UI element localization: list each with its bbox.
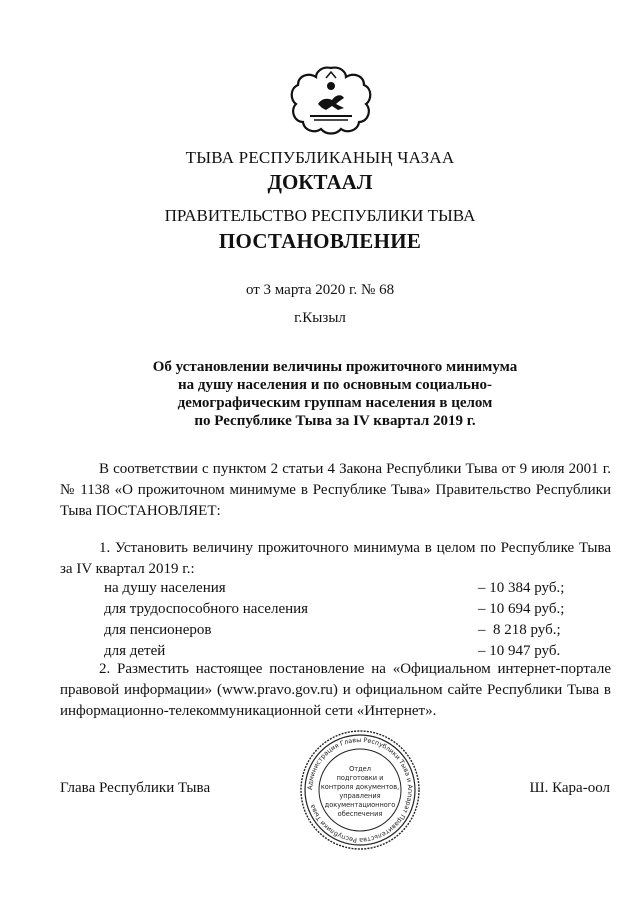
list-item-label: на душу населения: [104, 580, 226, 596]
preamble-paragraph: В соответствии с пунктом 2 статьи 4 Закона Республики Тыва от 9 июля 2001 г. № 1138 «О прожиточном минимуме в Республике Тыва» Правительство Республики Тыва ПОСТАНОВЛЯЕТ:: [60, 461, 611, 519]
official-stamp-icon: [298, 728, 422, 852]
list-item-value: – 10 947 руб.: [478, 643, 561, 659]
stamp-center-line: контроля документов,: [320, 783, 400, 791]
signatory-name: Ш. Кара-оол: [529, 780, 610, 796]
list-item-value: – 10 384 руб.;: [478, 580, 565, 596]
title-line: Об установлении величины прожиточного минимума: [152, 359, 518, 375]
signatory-position: Глава Республики Тывa: [60, 780, 211, 796]
stamp-center-line: документационного: [324, 801, 396, 809]
stamp-center-line: обеспечения: [337, 810, 383, 818]
header-government-ru: ПРАВИТЕЛЬСТВО РЕСПУБЛИКИ ТЫВА: [164, 206, 476, 225]
document-city: г.Кызыл: [294, 310, 346, 326]
header-doc-type-tyva: ДОКТААЛ: [267, 170, 373, 194]
list-item-label: для детей: [104, 643, 166, 659]
title-line: демографическим группам населения в целом: [177, 395, 493, 411]
list-item-label: для пенсионеров: [104, 622, 212, 638]
header-republic-tyva: ТЫВА РЕСПУБЛИКАНЫҢ ЧАЗАА: [185, 148, 455, 167]
title-line: по Республике Тыва за IV квартал 2019 г.: [194, 413, 476, 429]
item-2-paragraph: 2. Разместить настоящее постановление на «Официальном интернет-портале правовой информации» (www.pravo.gov.ru) и официальном сайте Республики Тыва в информационно-телекоммуникационной сети «Интернет».: [60, 661, 611, 719]
header-doc-type-ru: ПОСТАНОВЛЕНИЕ: [218, 229, 422, 253]
document-date-number: от 3 марта 2020 г. № 68: [245, 282, 395, 298]
stamp-ring-text: Администрация Главы Республики Тыва и Аппарат Правительства Республики Тыва: [305, 735, 415, 845]
list-item: [104, 578, 574, 599]
item-1-paragraph: 1. Установить величину прожиточного минимума в целом по Республике Тыва за IV квартал 2019 г.:: [60, 540, 611, 577]
stamp-center-line: управления: [339, 792, 381, 800]
subsistence-minimum-list: [104, 578, 574, 662]
stamp-center-line: Отдел: [349, 765, 371, 773]
list-item-value: – 8 218 руб.;: [478, 622, 561, 638]
list-item-label: для трудоспособного населения: [104, 601, 309, 617]
document-title: [60, 358, 610, 430]
list-item: [104, 599, 574, 620]
list-item: [104, 620, 574, 641]
stamp-center-line: подготовки и: [336, 774, 384, 782]
title-line: на душу населения и по основным социально-: [178, 377, 492, 393]
list-item-value: – 10 694 руб.;: [478, 601, 565, 617]
tyva-coat-of-arms-icon: [288, 64, 374, 136]
